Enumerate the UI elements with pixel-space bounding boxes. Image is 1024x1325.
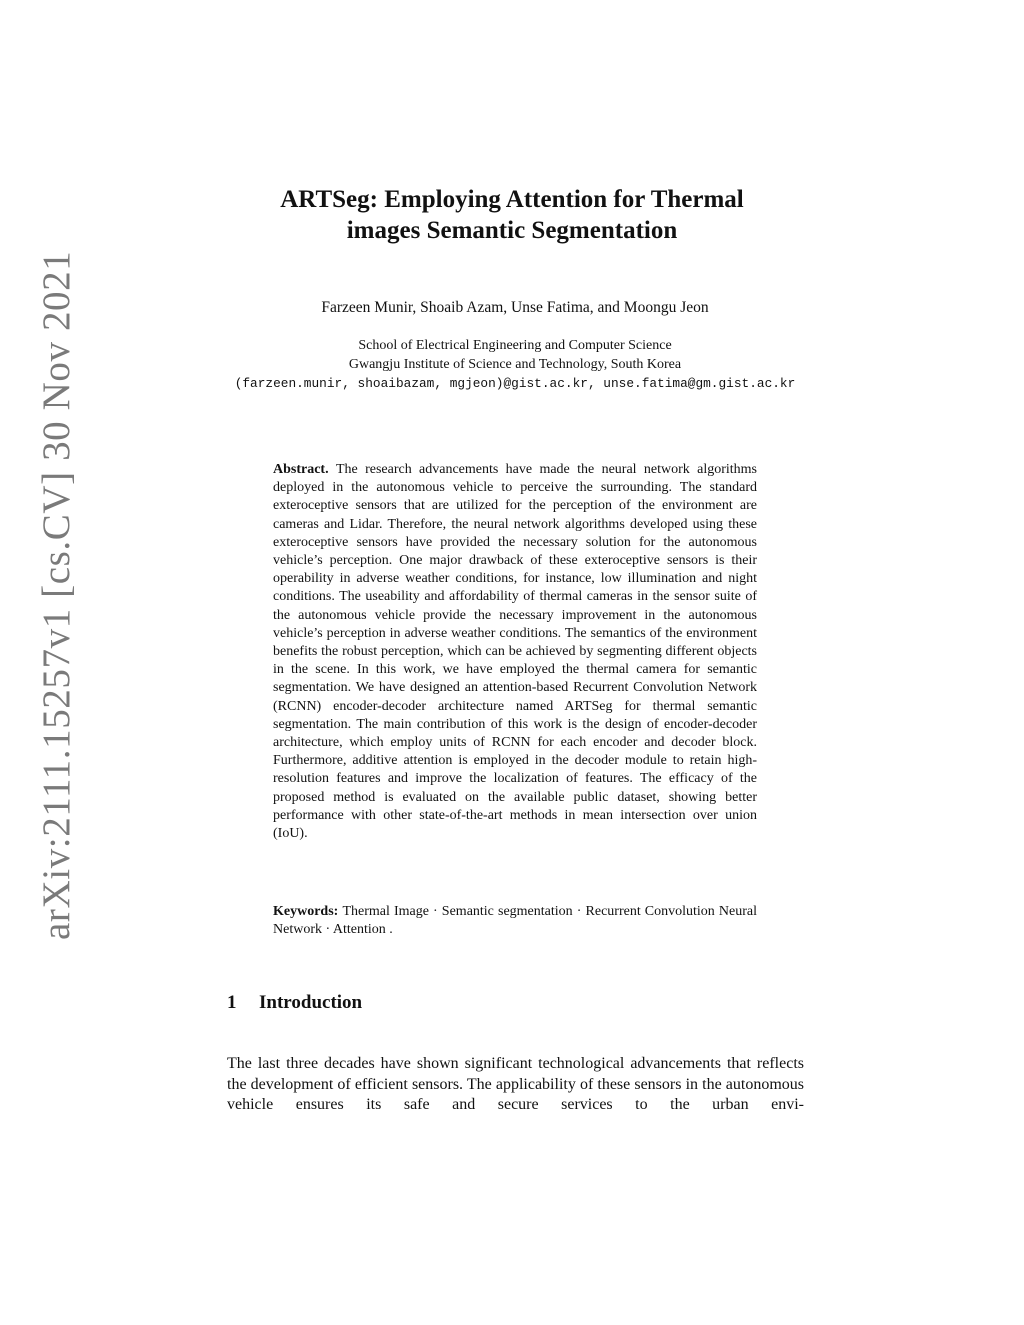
abstract [273,461,757,843]
section-heading-introduction [227,992,362,1014]
keywords-label: Keywords: [273,904,343,919]
keywords-text: Thermal Image · Semantic segmentation · Recurrent Convolution Neural Network · Attention . [273,904,758,938]
affiliation-institute: Gwangju Institute of Science and Technology, South Korea [348,357,682,372]
keywords [273,903,757,939]
abstract-text: The research advancements have made the neural network algorithms deployed in the autonomous vehicle to perceive the surrounding. The standard exteroceptive sensors that are utilized for the perception of the environment are cameras and Lidar. Therefore, the neural network algorithms developed using these exteroceptive sensors have provided the necessary solution for the autonomous vehicle’s perception. One major drawback of these exteroceptive sensors is their operability in adverse weather conditions, for instance, low illumination and night conditions. The useability and affordability of thermal cameras in the sensor suite of the autonomous vehicle provide the necessary improvement in the autonomous vehicle’s perception in adverse weather conditions. The semantics of the environment benefits the robust perception, which can be achieved by segmenting different objects in the scene. In this work, we have employed the thermal camera for semantic segmentation. We have designed an attention-based Recurrent Convolution Network (RCNN) encoder-decoder architecture named ARTSeg for thermal semantic segmentation. The main contribution of this work is the design of encoder-decoder architecture, which employ units of RCNN for each encoder and decoder block. Furthermore, additive attention is employed in the decoder module to retain high-resolution features and improve the localization of features. The efficacy of the proposed method is evaluated on the available public dataset, showing better performance with other state-of-the-art methods in mean intersection over union (IoU). [273,462,757,842]
arxiv-identifier: arXiv:2111.15257v1 [cs.CV] 30 Nov 2021 [35,250,78,940]
title-line-1: ARTSeg: Employing Attention for Thermal [280,186,744,213]
section-number: 1 [227,992,237,1013]
affiliation-block [0,336,1024,393]
title-line-2: images Semantic Segmentation [346,217,678,244]
author-emails: (farzeen.munir, shoaibazam, mgjeon)@gist.ac.kr, unse.fatima@gm.gist.ac.kr [234,376,796,391]
paper-title [0,184,1024,246]
introduction-paragraph: The last three decades have shown significant technological advancements that reflects the development of efficient sensors. The applicability of these sensors in the autonomous vehicle ensures its safe and secure services to the urban envi- [227,1055,804,1113]
author-list: Farzeen Munir, Shoaib Azam, Unse Fatima, and Moongu Jeon [321,299,709,316]
section-title: Introduction [259,992,363,1013]
abstract-label: Abstract. [273,462,336,477]
affiliation-school: School of Electrical Engineering and Computer Science [358,338,672,353]
